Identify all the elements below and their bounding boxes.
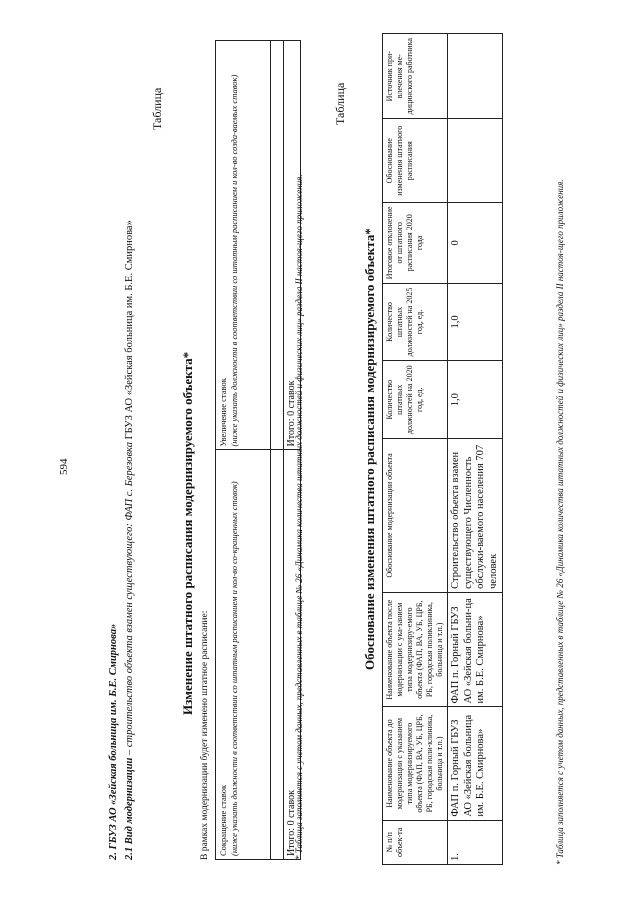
staffing-change-table — [215, 40, 301, 860]
footnote: * Таблица заполняется с учетом данных, представленных в таблице № 26 «Динамика количества штатных должностей и физических лиц» раздела II настоя-щего приложения. — [294, 174, 304, 860]
table-label: Таблица — [150, 87, 164, 130]
reduction-cell — [216, 450, 271, 860]
column-header: Количество штатных должностей на 2025 год, ед. — [383, 283, 448, 361]
modernization-type-description: – строительство объекта взамен существующего: ФАП с. Березовка — [124, 442, 135, 758]
increase-cell — [216, 41, 271, 451]
object-before: ФАП п. Горный ГБУЗ АО «Зейская больница им. Б.Е. Смирнова» — [448, 707, 503, 820]
column-header: Наименование объекта до модернизации с указанием типа модернизируемого объекта (ФАП, ВА, УБ, ЦРБ, РБ, городская поли-клиника, больница и т.п.) — [383, 707, 448, 820]
column-header: Итоговое отклонение от штатного расписания 2020 года — [383, 203, 448, 284]
table-header-row — [383, 34, 448, 865]
empty-cell — [271, 41, 284, 451]
reduction-hint: (ниже указать должности в соответствии со штатным расписанием и кол-во со-кращенных ставок) — [228, 481, 239, 856]
column-header: № п/п объек-та — [383, 820, 448, 864]
staff-2025: 1,0 — [448, 283, 503, 361]
reduction-total: Итого: 0 ставок — [284, 450, 301, 860]
deviation: 0 — [448, 203, 503, 284]
staff-2020: 1,0 — [448, 361, 503, 439]
increase-total: Итого: 0 ставок — [284, 41, 301, 451]
column-header: Количество штатных должностей на 2020 год, ед. — [383, 361, 448, 439]
increase-header: Увеличение ставок — [218, 378, 228, 447]
object-after: ФАП п. Горный ГБУЗ АО «Зейская больни-ца им. Б.Е. Смирнова» — [448, 592, 503, 707]
justification-table — [382, 33, 503, 865]
page-number: 594 — [58, 458, 70, 475]
worker-source — [448, 34, 503, 119]
footnote: * Таблица заполняется с учетом данных, представленных в таблице № 26 «Динамика количества штатных должностей и физических лиц» раздела II настоя-щего приложения. — [555, 179, 565, 865]
column-header: Обоснование модернизации объекта — [383, 439, 448, 593]
table-label: Таблица — [333, 82, 347, 125]
column-header: Источник при-влечения ме-дицинского работника — [383, 34, 448, 119]
row-number: 1. — [448, 820, 503, 864]
justification-title: Обоснование изменения штатного расписания модернизируемого объекта* — [362, 228, 377, 670]
reduction-header: Сокращение ставок — [218, 784, 228, 856]
column-header: Наименование объекта после модернизации с ука-занием типа модернизиру-емого объекта (ФАП, ВА, УБ, ЦРБ, РБ, городская поликлиника, больница и т.п.) — [383, 592, 448, 707]
facility-name: ГБУЗ АО «Зейская больница им. Б.Е. Смирнова» — [124, 220, 135, 443]
table-row — [216, 41, 271, 860]
staffing-change-intro: В рамках модернизации будет изменено штатное расписание: — [200, 610, 210, 860]
table-row — [271, 41, 284, 860]
column-header: Обоснование изменения штатного расписания — [383, 119, 448, 203]
table-row — [448, 34, 503, 865]
staffing-change-title: Изменение штатного расписания модернизируемого объекта* — [180, 351, 195, 715]
change-reason — [448, 119, 503, 203]
modernization-justification: Строительство объекта взамен существующего Численность обслужи-ваемого населения 707 человек — [448, 439, 503, 593]
section-heading: 2. ГБУЗ АО «Зейская больница им. Б.Е. Смирнова» — [108, 623, 119, 860]
modernization-type-label: 2.1 Вид модернизации — [124, 757, 135, 860]
increase-hint: (ниже указать должности в соответствии со штатным расписанием и кол-во созда-ваемых ставок) — [228, 74, 239, 447]
empty-cell — [271, 450, 284, 860]
modernization-type-heading — [124, 220, 135, 860]
